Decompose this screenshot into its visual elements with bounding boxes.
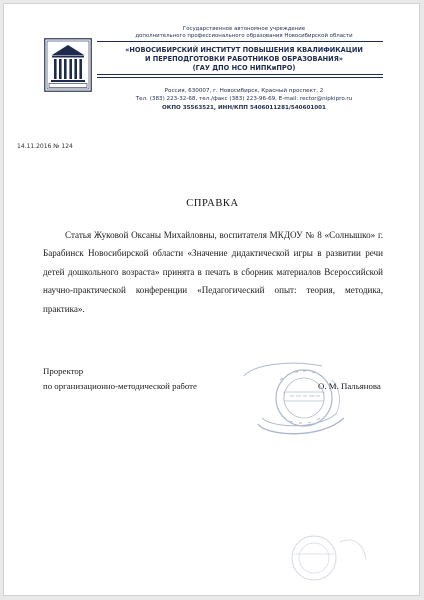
document-title: СПРАВКА: [186, 198, 239, 209]
header-rule-middle: [97, 74, 383, 75]
document-date-number: 14.11.2016 № 124: [17, 143, 73, 150]
header-line-1: Государственное автономное учреждение: [182, 26, 306, 32]
document-page: [3, 3, 420, 596]
header-phones: Тел. (383) 223-32-68, тел./факс (383) 223-96-69, E-mail: rector@nipkipro.ru: [135, 96, 353, 102]
header-address: Россия, 630007, г. Новосибирск, Красный проспект, 2: [164, 88, 324, 94]
header-rule-top: [97, 41, 383, 42]
signer-position-line-1: Проректор: [43, 366, 84, 376]
signer-position-line-2: по организационно-методической работе: [43, 381, 197, 391]
institute-name-line-1: «НОВОСИБИРСКИЙ ИНСТИТУТ ПОВЫШЕНИЯ КВАЛИФИКАЦИИ: [125, 46, 363, 54]
header-rule-middle-thin: [97, 77, 383, 78]
signer-name: О. М. Пальянова: [318, 381, 381, 391]
header-line-2: дополнительного профессионального образования Новосибирской области: [135, 33, 353, 39]
institute-name-line-2: И ПЕРЕПОДГОТОВКИ РАБОТНИКОВ ОБРАЗОВАНИЯ»: [144, 55, 344, 63]
document-body: Статья Жуковой Оксаны Михайловны, воспитателя МКДОУ № 8 «Солнышко» г. Барабинск Новосибирской области «Значение дидактической игры в развитии речи детей дошкольного возраста» принята в печать в сборник материалов Всероссийской научно-практической конференции «Педагогический опыт: теория, методика, практика».: [43, 230, 383, 314]
institute-short-name: (ГАУ ДПО НСО НИПКиПРО): [192, 64, 296, 72]
header-codes: ОКПО 35563521, ИНН/КПП 5406011281/540601001: [162, 105, 326, 111]
official-stamp-icon: [232, 358, 358, 440]
institute-logo-icon: [44, 38, 92, 92]
stamp-bleed-icon: [274, 524, 370, 584]
